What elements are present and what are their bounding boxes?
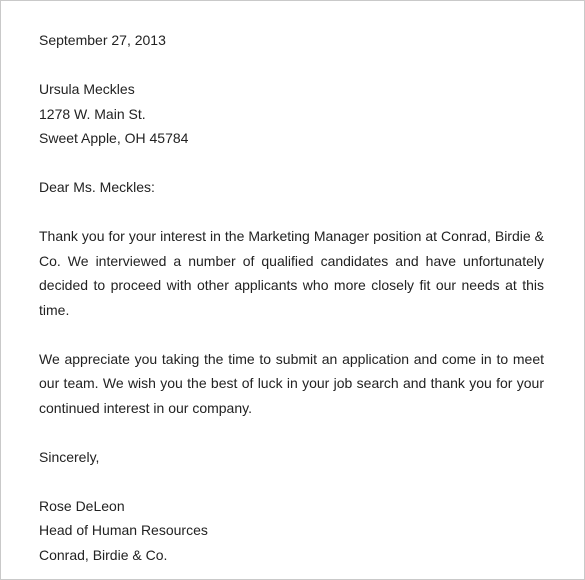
closing: Sincerely, bbox=[39, 448, 100, 465]
signer-company: Conrad, Birdie & Co. bbox=[39, 546, 168, 563]
recipient-name: Ursula Meckles bbox=[39, 81, 135, 97]
signer-title: Head of Human Resources bbox=[39, 522, 208, 538]
recipient-street: 1278 W. Main St. bbox=[39, 105, 146, 122]
letter-body bbox=[39, 28, 544, 567]
body-paragraph-1: Thank you for your interest in the Marketing Manager position at Conrad, Birdie & Co. We interviewed a number of qualified candidates and have unfortunately decided to proceed with other applicants who more closely fit our needs at this time. bbox=[39, 228, 544, 318]
spacer bbox=[39, 469, 544, 494]
spacer bbox=[39, 53, 544, 78]
salutation: Dear Ms. Meckles: bbox=[39, 179, 155, 195]
recipient-address bbox=[39, 77, 544, 151]
spacer bbox=[39, 151, 544, 176]
signer-name: Rose DeLeon bbox=[39, 497, 125, 514]
body-paragraph-2: We appreciate you taking the time to submit an application and come in to meet our team. We wish you the best of luck in your job search and thank you for your continued interest in our company. bbox=[39, 350, 544, 416]
spacer bbox=[39, 420, 544, 445]
signature-block bbox=[39, 494, 544, 568]
spacer bbox=[39, 322, 544, 347]
letter-date: September 27, 2013 bbox=[39, 32, 166, 48]
spacer bbox=[39, 200, 544, 225]
recipient-city-line: Sweet Apple, OH 45784 bbox=[39, 130, 189, 146]
